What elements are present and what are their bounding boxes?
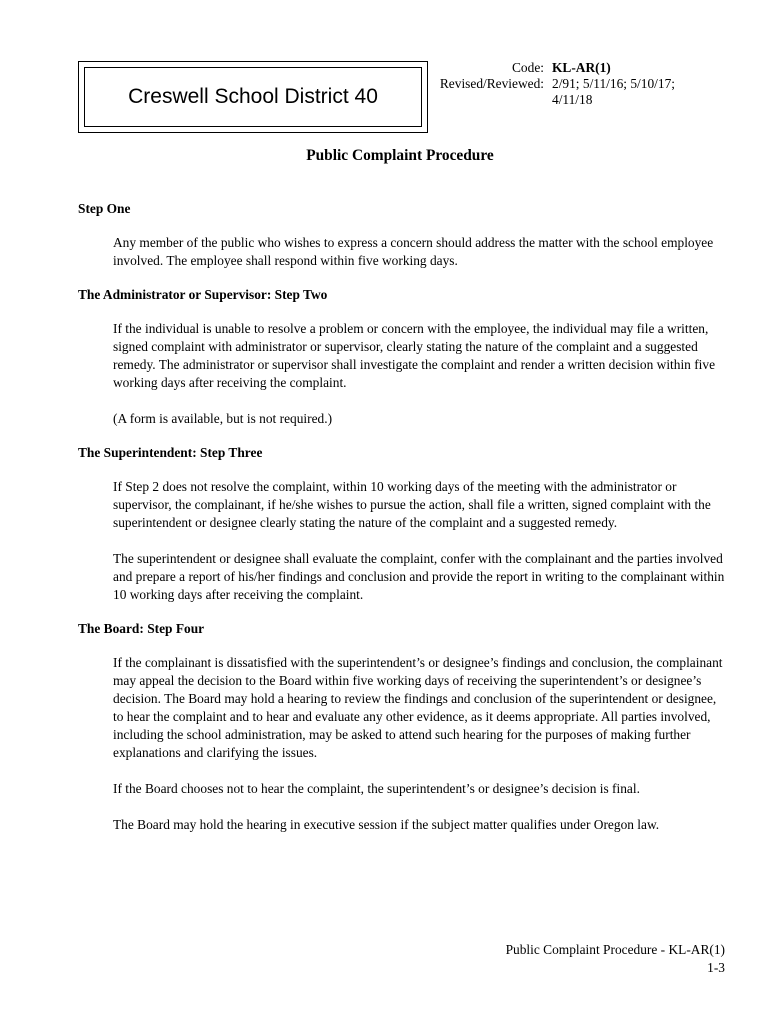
- paragraph: (A form is available, but is not required.): [113, 411, 333, 426]
- section-heading-step-three: The Superintendent: Step Three: [78, 445, 263, 460]
- paragraph: The Board may hold the hearing in executive session if the subject matter qualifies under Oregon law.: [113, 817, 660, 832]
- meta-values: [552, 60, 742, 108]
- district-name-box: [78, 61, 428, 133]
- revised-value-line-2: 4/11/18: [552, 92, 593, 107]
- section-heading-step-four: The Board: Step Four: [78, 621, 205, 636]
- document-body: [78, 200, 728, 834]
- paragraph: If Step 2 does not resolve the complaint, within 10 working days of the meeting with the administrator or supervisor, the complainant, if he/she wishes to pursue the action, shall file a written, signed complaint with the superintendent or designee clearly stating the nature of the complaint and a suggested remedy.: [113, 479, 711, 530]
- paragraph: If the individual is unable to resolve a problem or concern with the employee, the individual may file a written, signed complaint with administrator or supervisor, clearly stating the nature of the complaint and a suggested remedy. The administrator or supervisor shall investigate the complaint and render a written decision within five working days after receiving the complaint.: [113, 321, 716, 390]
- section-heading-step-one: Step One: [78, 201, 131, 216]
- code-label: Code:: [512, 60, 544, 75]
- paragraph: If the complainant is dissatisfied with the superintendent’s or designee’s findings and conclusion, the complainant may appeal the decision to the Board within five working days of receiving the superintendent’s or designee’s decision. The Board may hold a hearing to review the findings and conclusion of the superintendent or designee, to hear the complaint and to hear and evaluate any other evidence, as it deems appropriate. All parties involved, including the school administration, may be asked to attend such hearing for the purposes of making further explanations and clarifying the issues.: [113, 655, 723, 760]
- district-name: Creswell School District 40: [128, 85, 378, 108]
- page-footer: [506, 941, 725, 977]
- paragraph: If the Board chooses not to hear the complaint, the superintendent’s or designee’s decision is final.: [113, 781, 640, 796]
- paragraph: Any member of the public who wishes to express a concern should address the matter with the school employee involved. The employee shall respond within five working days.: [113, 235, 714, 268]
- footer-page-number: 1-3: [707, 960, 725, 975]
- code-value: KL-AR(1): [552, 60, 611, 75]
- meta-labels: [440, 60, 544, 92]
- footer-doc-ref: Public Complaint Procedure - KL-AR(1): [505, 942, 725, 957]
- document-title: Public Complaint Procedure: [306, 147, 494, 164]
- paragraph: The superintendent or designee shall evaluate the complaint, confer with the complainant and the parties involved and prepare a report of his/her findings and conclusion and provide the report in writing to the complainant within 10 working days after receiving the complaint.: [113, 551, 725, 602]
- revised-label: Revised/Reviewed:: [439, 76, 544, 91]
- revised-value-line-1: 2/91; 5/11/16; 5/10/17;: [552, 76, 675, 91]
- section-heading-step-two: The Administrator or Supervisor: Step Two: [78, 287, 328, 302]
- district-name-inner-box: [84, 67, 422, 127]
